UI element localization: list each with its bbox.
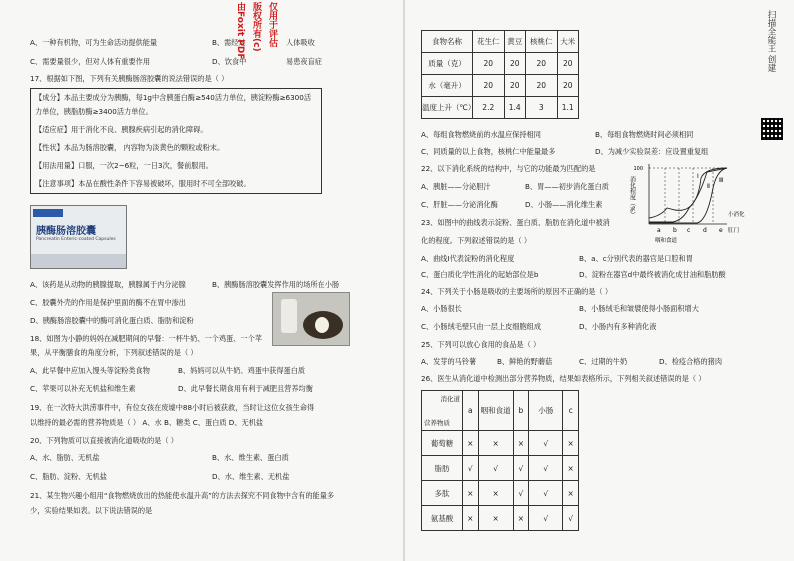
- q24-option-a: A、小肠很长: [421, 304, 462, 313]
- table-cell: 20: [557, 75, 578, 97]
- table-cell: 多肽: [422, 481, 463, 506]
- table-cell: ×: [463, 506, 479, 531]
- table-cell: √: [463, 456, 479, 481]
- table-cell: ×: [478, 431, 513, 456]
- right-column: [405, 0, 794, 561]
- table-cell: √: [563, 506, 579, 531]
- scanner-credit: 扫描全能王 创建: [766, 10, 776, 73]
- digestion-graph: [627, 158, 747, 246]
- curve-label-3: Ⅲ: [719, 177, 724, 184]
- q21-option-c: C、同质量的以上食物，核桃仁中能量最多: [421, 147, 556, 156]
- q20-stem: 20、下列物质可以直接被消化道吸收的是（ ）: [30, 436, 178, 445]
- table-cell: 葡萄糖: [422, 431, 463, 456]
- q16-option-a: A、一种有机物，可为生命活动提供能量: [30, 38, 158, 47]
- table-cell: ×: [563, 456, 579, 481]
- egg: [315, 317, 329, 333]
- food-header-name: 食物名称: [422, 31, 473, 53]
- q18-option-b: B、妈妈可以从牛奶、鸡蛋中获得蛋白质: [178, 366, 306, 375]
- q16-option-b-tail: 人体吸收: [286, 38, 315, 47]
- table-cell: 脂肪: [422, 456, 463, 481]
- q20-option-b: B、水、维生素、蛋白质: [212, 453, 289, 462]
- table-row: [422, 431, 579, 456]
- q19-stem-2: 以维持的最必需的营养物质是（ ） A、水 B、糖类 C、蛋白质 D、无机盐: [30, 418, 264, 427]
- q19-stem-1: 19、在一次特大洪涝事件中，有位女孩在废墟中88小时后被获救，当时让这位女孩生命得: [30, 403, 315, 412]
- food-header-walnut: 核桃仁: [525, 31, 557, 53]
- watermark-line-1: 由Foxit PDF: [235, 2, 245, 60]
- graph-tick-c: c: [687, 227, 691, 234]
- nutrient-corner-cell: [422, 391, 463, 431]
- graph-tick-d: d: [703, 227, 707, 234]
- table-cell: 1.1: [557, 97, 578, 119]
- q22-option-c: C、肝脏——分泌消化酶: [421, 200, 498, 209]
- graph-right-label2: 肛门: [728, 228, 740, 234]
- table-cell: √: [478, 456, 513, 481]
- nutrient-header-pharynx: 咽和食道: [478, 391, 513, 431]
- table-row: [422, 53, 579, 75]
- table-cell: ×: [563, 481, 579, 506]
- graph-y100: 100: [633, 166, 643, 172]
- q21-option-d: D、为减少实验误差：应设置重复组: [595, 147, 709, 156]
- nutrient-header-b: b: [513, 391, 529, 431]
- q20-option-c: C、脂肪、淀粉、无机盐: [30, 472, 107, 481]
- q25-option-d: D、检疫合格的猪肉: [659, 357, 723, 366]
- q22-stem: 22、以下消化系统的结构中，与它的功能最为匹配的是: [421, 164, 596, 173]
- medicine-package-image: [30, 205, 127, 269]
- table-cell: 20: [473, 75, 505, 97]
- table-cell: √: [529, 506, 563, 531]
- package-logo: [33, 209, 63, 217]
- table-cell: ×: [478, 481, 513, 506]
- nutrient-header-a: a: [463, 391, 479, 431]
- q24-stem: 24、下列关于小肠是吸收的主要场所的原因不正确的是（ ）: [421, 287, 613, 296]
- box-line-5: 【用法用量】口服，一次2~6粒，一日3次，餐前服用。: [35, 161, 213, 170]
- table-cell: 20: [473, 53, 505, 75]
- graph-right-label: 小消化: [728, 212, 745, 218]
- q20-option-d: D、水、维生素、无机盐: [212, 472, 290, 481]
- box-line-3: 【适应症】用于消化不良、胰腺疾病引起的消化障碍。: [35, 125, 208, 134]
- table-row: [422, 481, 579, 506]
- table-cell: 氨基酸: [422, 506, 463, 531]
- table-cell: √: [529, 456, 563, 481]
- q17-option-b: B、胰酶肠溶胶囊发挥作用的场所在小肠: [212, 280, 340, 289]
- table-cell: 20: [504, 53, 525, 75]
- box-line-1: 【成分】本品主要成分为胰酶，每1g中含胰蛋白酶≥540活力单位，胰淀粉酶≥6300活: [35, 93, 312, 102]
- q23-option-a: A、曲线Ⅰ代表淀粉的消化程度: [421, 254, 515, 263]
- table-cell: 20: [525, 53, 557, 75]
- q16-option-d: D、饮食中: [212, 57, 247, 66]
- table-cell: 20: [504, 75, 525, 97]
- nutrient-detection-table: [421, 390, 579, 531]
- watermark-line-3: 仅用于评估: [267, 2, 277, 47]
- q22-option-a: A、胰脏——分泌胆汁: [421, 182, 491, 191]
- q18-option-c: C、苹果可以补充无机盐和维生素: [30, 384, 136, 393]
- q25-option-a: A、发芽的马铃薯: [421, 357, 477, 366]
- q23-option-d: D、淀粉在器官d中最终被消化成甘油和脂肪酸: [579, 270, 726, 279]
- table-cell: 温度上升（℃）: [422, 97, 473, 119]
- table-cell: 1.4: [504, 97, 525, 119]
- q21-option-b: B、每组食物燃烧时间必须相同: [595, 130, 694, 139]
- q22-option-b: B、胃——初步消化蛋白质: [525, 182, 609, 191]
- table-cell: √: [529, 431, 563, 456]
- q16-option-c: C、需要量很少，但对人体有重要作用: [30, 57, 151, 66]
- q24-option-d: D、小肠内有多种消化液: [579, 322, 657, 331]
- box-line-4: 【性状】本品为肠溶胶囊， 内容物为淡黄色的颗粒或粉末。: [35, 143, 225, 152]
- q22-option-d: D、小肠——消化维生素: [525, 200, 603, 209]
- table-cell: 20: [525, 75, 557, 97]
- q17-option-c: C、胶囊外壳的作用是保护里面的酶不在胃中渗出: [30, 298, 186, 307]
- q23-option-c: C、蛋白质化学性消化的起始部位是b: [421, 270, 539, 279]
- table-cell: ×: [478, 506, 513, 531]
- food-energy-table: [421, 30, 579, 119]
- q17-stem: 17、根据如下图，下列有关胰酶肠溶胶囊的说法错误的是（ ）: [30, 74, 229, 83]
- table-cell: ×: [513, 431, 529, 456]
- box-line-2: 力单位，胰脂肪酶≥3400活力单位。: [35, 107, 153, 116]
- package-title: 胰酶肠溶胶囊: [36, 226, 96, 237]
- table-cell: ×: [463, 431, 479, 456]
- q21-stem-1: 21、某生物兴趣小组用“食物燃烧放出的热能使水温升高”的方法去探究不同食物中含有的能量多: [30, 491, 335, 500]
- q17-option-d: D、胰酶肠溶胶囊中的酶可消化蛋白质、脂肪和淀粉: [30, 316, 194, 325]
- table-cell: 水（毫升）: [422, 75, 473, 97]
- q18-option-d: D、此早餐长期食用有利于减肥且营养均衡: [178, 384, 313, 393]
- table-cell: √: [513, 481, 529, 506]
- q16-option-d-tail: 易患夜盲症: [286, 57, 322, 66]
- table-cell: ×: [463, 481, 479, 506]
- nutrient-header-c: c: [563, 391, 579, 431]
- q21-stem-2: 少，实验结果如表。以下说法错误的是: [30, 506, 153, 515]
- curve-3: [649, 168, 727, 223]
- q17-option-a: A、该药是从动物的胰腺提取，胰腺属于内分泌腺: [30, 280, 186, 289]
- breakfast-photo: [272, 292, 350, 346]
- table-cell: √: [513, 456, 529, 481]
- food-header-soybean: 黄豆: [504, 31, 525, 53]
- table-cell: √: [529, 481, 563, 506]
- qr-code-icon: [761, 118, 783, 140]
- graph-ylabel: 消化程度（%）: [628, 176, 636, 218]
- q16-option-b: B、需经过: [212, 38, 246, 47]
- q23-stem-1: 23、如图中的曲线表示淀粉、蛋白质、脂肪在消化道中被消: [421, 218, 610, 227]
- table-cell: ×: [513, 506, 529, 531]
- table-row: [422, 506, 579, 531]
- corner-top-label: 消化道: [440, 395, 460, 403]
- curve-label-2: Ⅱ: [707, 183, 710, 190]
- q23-stem-2: 化的程度。下列叙述错误的是（ ）: [421, 236, 532, 245]
- table-row: [422, 75, 579, 97]
- graph-tick-a: a: [657, 227, 661, 234]
- food-header-rice: 大米: [557, 31, 578, 53]
- q26-stem: 26、医生从消化道中检测出部分营养物质，结果如表格所示，下列相关叙述错误的是（ ）: [421, 374, 706, 383]
- table-row: [422, 97, 579, 119]
- nutrient-header-small-intestine: 小肠: [529, 391, 563, 431]
- table-cell: 2.2: [473, 97, 505, 119]
- graph-xlabel: 咽和食道: [655, 238, 678, 244]
- watermark-line-2: 版权所有(c): [251, 2, 261, 52]
- q18-stem-2: 果，从平衡膳食的角度分析，下列叙述错误的是（ ）: [30, 348, 198, 357]
- graph-tick-e: e: [719, 227, 723, 234]
- box-line-6: 【注意事项】本品在酸性条件下容易被破坏，服用时不可全部咬破。: [35, 179, 251, 188]
- q21-option-a: A、每组食物燃烧前的水温应保持相同: [421, 130, 541, 139]
- table-cell: ×: [563, 431, 579, 456]
- table-row: [422, 456, 579, 481]
- milk-glass: [281, 299, 297, 333]
- q20-option-a: A、水、脂肪、无机盐: [30, 453, 100, 462]
- corner-bottom-label: 营养物质: [424, 419, 450, 427]
- package-side: [31, 254, 126, 268]
- q18-stem-1: 18、如图为小静的妈妈在减肥期间的早餐：一杯牛奶、一个鸡蛋、一个苹: [30, 334, 262, 343]
- curve-label-1: Ⅰ: [697, 173, 699, 180]
- table-cell: 3: [525, 97, 557, 119]
- graph-tick-b: b: [673, 227, 677, 234]
- nutrient-table-header-row: [422, 391, 579, 431]
- q24-option-b: B、小肠绒毛和皱襞使得小肠面积增大: [579, 304, 699, 313]
- food-table-header-row: [422, 31, 579, 53]
- q18-option-a: A、此早餐中应加入馒头等淀粉类食物: [30, 366, 150, 375]
- package-subtitle: Pancreatin Enteric-coated Capsules: [36, 237, 116, 242]
- food-header-peanut: 花生仁: [473, 31, 505, 53]
- q24-option-c: C、小肠绒毛壁只由一层上皮细胞组成: [421, 322, 542, 331]
- table-cell: 20: [557, 53, 578, 75]
- q25-stem: 25、下列可以放心食用的食品是（ ）: [421, 340, 541, 349]
- q25-option-b: B、鲜艳的野蘑菇: [497, 357, 553, 366]
- table-cell: 质量（克）: [422, 53, 473, 75]
- q23-option-b: B、a、c分别代表的器官是口腔和胃: [579, 254, 693, 263]
- q25-option-c: C、过期的牛奶: [579, 357, 628, 366]
- drug-info-box: [30, 88, 322, 194]
